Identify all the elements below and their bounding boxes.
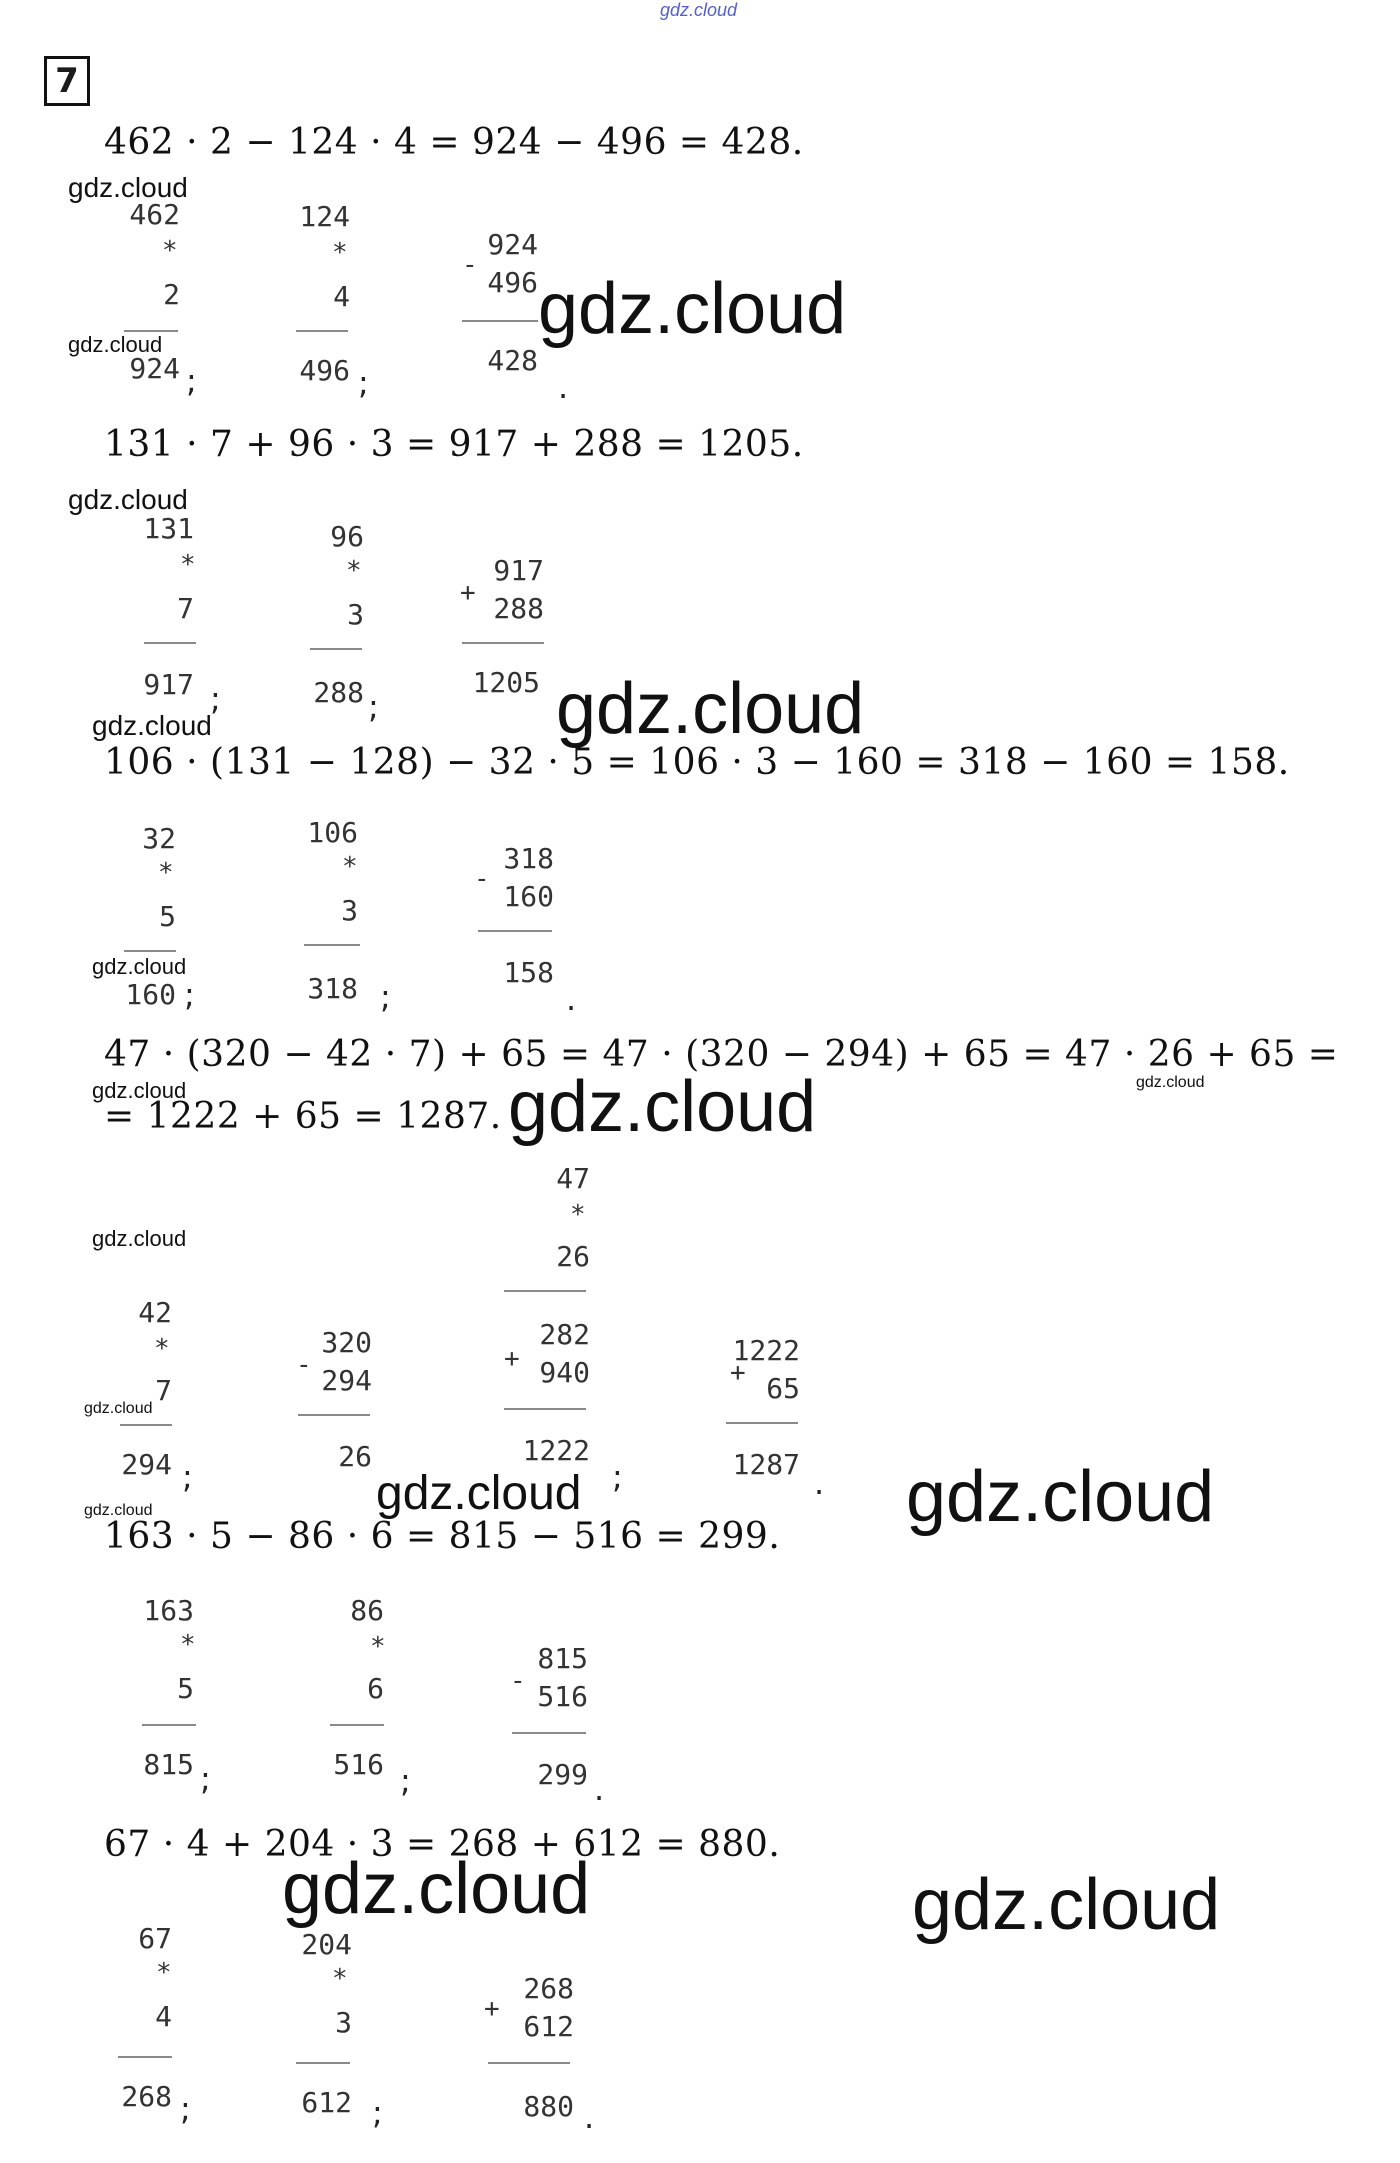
separator: ; bbox=[184, 976, 195, 1014]
equation-2: 131 · 7 + 96 · 3 = 917 + 288 = 1205. bbox=[104, 424, 804, 465]
operand: 47 bbox=[556, 1162, 590, 1195]
result: 924 bbox=[129, 352, 180, 385]
divider-line bbox=[462, 642, 544, 644]
separator: ; bbox=[358, 364, 369, 402]
result: 917 bbox=[143, 668, 194, 701]
result: 516 bbox=[333, 1748, 384, 1781]
operator: - bbox=[296, 1350, 312, 1380]
watermark: gdz.cloud bbox=[68, 172, 188, 203]
equation-5: 163 · 5 − 86 · 6 = 815 − 516 = 299. bbox=[104, 1516, 781, 1557]
result: 496 bbox=[299, 354, 350, 387]
operand: 6 bbox=[367, 1672, 384, 1705]
separator: ; bbox=[200, 1760, 211, 1798]
separator: ; bbox=[612, 1458, 623, 1496]
operand: 86 bbox=[350, 1594, 384, 1627]
operand: 42 bbox=[138, 1296, 172, 1329]
separator: ; bbox=[210, 680, 221, 718]
equation-6: 67 · 4 + 204 · 3 = 268 + 612 = 880. bbox=[104, 1824, 781, 1865]
equation-1: 462 · 2 − 124 · 4 = 924 − 496 = 428. bbox=[104, 122, 804, 163]
result: 288 bbox=[313, 676, 364, 709]
result: 160 bbox=[125, 978, 176, 1011]
separator: ; bbox=[380, 978, 391, 1016]
separator: . bbox=[558, 368, 569, 406]
equation-3: 106 · (131 − 128) − 32 · 5 = 106 · 3 − 160 = 318 − 160 = 158. bbox=[104, 742, 1290, 783]
divider-line bbox=[296, 330, 348, 332]
operand: 96 bbox=[330, 520, 364, 553]
operand: 204 bbox=[301, 1928, 352, 1961]
operand: 124 bbox=[299, 200, 350, 233]
watermark: gdz.cloud bbox=[84, 1502, 153, 1519]
operand: 268 bbox=[523, 1972, 574, 2005]
watermark: gdz.cloud bbox=[92, 1078, 187, 1103]
operator: * bbox=[158, 858, 174, 888]
operand: 1222 bbox=[732, 1334, 800, 1367]
operator: + bbox=[460, 578, 476, 608]
operand: 612 bbox=[523, 2010, 574, 2043]
divider-line bbox=[504, 1290, 586, 1292]
operand: 131 bbox=[143, 512, 194, 545]
operator: - bbox=[462, 250, 478, 280]
operator: * bbox=[570, 1200, 586, 1230]
divider-line bbox=[488, 2062, 570, 2064]
divider-line bbox=[512, 1732, 586, 1734]
operator: - bbox=[474, 864, 490, 894]
separator: ; bbox=[180, 2090, 191, 2128]
separator: ; bbox=[400, 1762, 411, 1800]
result: 268 bbox=[121, 2080, 172, 2113]
operator: * bbox=[332, 1964, 348, 1994]
result: 880 bbox=[523, 2090, 574, 2123]
result: 428 bbox=[487, 344, 538, 377]
separator: . bbox=[584, 2098, 595, 2136]
operand: 65 bbox=[766, 1372, 800, 1405]
separator: . bbox=[814, 1464, 825, 1502]
operand: 106 bbox=[307, 816, 358, 849]
result: 318 bbox=[307, 972, 358, 1005]
watermark: gdz.cloud bbox=[68, 332, 163, 357]
task-number-box: 7 bbox=[44, 56, 90, 106]
divider-line bbox=[142, 1724, 196, 1726]
operand: 516 bbox=[537, 1680, 588, 1713]
result: 294 bbox=[121, 1448, 172, 1481]
operator: * bbox=[154, 1334, 170, 1364]
operator: + bbox=[484, 1994, 500, 2024]
operand: 163 bbox=[143, 1594, 194, 1627]
operand: 7 bbox=[177, 592, 194, 625]
operand: 815 bbox=[537, 1642, 588, 1675]
divider-line bbox=[296, 2062, 350, 2064]
divider-line bbox=[304, 944, 360, 946]
partial-product: 940 bbox=[539, 1356, 590, 1389]
separator: ; bbox=[368, 688, 379, 726]
operand: 288 bbox=[493, 592, 544, 625]
divider-line bbox=[726, 1422, 798, 1424]
operator: * bbox=[162, 236, 178, 266]
watermark-large: gdz.cloud bbox=[906, 1457, 1215, 1537]
operator: * bbox=[180, 550, 196, 580]
operator: * bbox=[346, 556, 362, 586]
operator: * bbox=[370, 1632, 386, 1662]
operand: 3 bbox=[347, 598, 364, 631]
operand: 67 bbox=[138, 1922, 172, 1955]
operand: 32 bbox=[142, 822, 176, 855]
partial-product: 282 bbox=[539, 1318, 590, 1351]
separator: ; bbox=[182, 1458, 193, 1496]
watermark: gdz.cloud bbox=[92, 1226, 187, 1251]
divider-line bbox=[462, 320, 538, 322]
result: 299 bbox=[537, 1758, 588, 1791]
operand: 5 bbox=[177, 1672, 194, 1705]
operator: * bbox=[156, 1958, 172, 1988]
equation-4-continued: = 1222 + 65 = 1287. bbox=[104, 1096, 502, 1137]
divider-line bbox=[504, 1408, 586, 1410]
divider-line bbox=[118, 2056, 172, 2058]
separator: . bbox=[566, 980, 577, 1018]
operand: 2 bbox=[163, 278, 180, 311]
watermark: gdz.cloud bbox=[84, 1400, 153, 1417]
result: 1287 bbox=[732, 1448, 800, 1481]
watermark-large: gdz.cloud bbox=[556, 669, 865, 749]
watermark: gdz.cloud bbox=[92, 710, 212, 741]
operand: 917 bbox=[493, 554, 544, 587]
watermark: gdz.cloud bbox=[92, 954, 187, 979]
operator-plus: + bbox=[504, 1344, 520, 1374]
result: 815 bbox=[143, 1748, 194, 1781]
watermark-large: gdz.cloud bbox=[912, 1865, 1221, 1945]
operand: 924 bbox=[487, 228, 538, 261]
operand: 318 bbox=[503, 842, 554, 875]
divider-line bbox=[310, 648, 362, 650]
result: 158 bbox=[503, 956, 554, 989]
separator: . bbox=[594, 1770, 605, 1808]
watermark-large: gdz.cloud bbox=[538, 269, 847, 349]
operand: 462 bbox=[129, 198, 180, 231]
divider-line bbox=[330, 1724, 384, 1726]
divider-line bbox=[298, 1414, 370, 1416]
operand: 5 bbox=[159, 900, 176, 933]
result: 26 bbox=[338, 1440, 372, 1473]
operator: * bbox=[342, 852, 358, 882]
operand: 4 bbox=[333, 280, 350, 313]
operator: * bbox=[180, 1630, 196, 1660]
operand: 160 bbox=[503, 880, 554, 913]
operand: 3 bbox=[335, 2006, 352, 2039]
watermark: gdz.cloud bbox=[68, 484, 188, 515]
watermark-large: gdz.cloud bbox=[508, 1067, 817, 1147]
result: 1222 bbox=[522, 1434, 590, 1467]
divider-line bbox=[120, 1424, 172, 1426]
watermark: gdz.cloud bbox=[1136, 1074, 1205, 1091]
separator: ; bbox=[186, 362, 197, 400]
operand: 3 bbox=[341, 894, 358, 927]
separator: ; bbox=[372, 2094, 383, 2132]
operand: 7 bbox=[155, 1374, 172, 1407]
operand: 4 bbox=[155, 2000, 172, 2033]
operand: 26 bbox=[556, 1240, 590, 1273]
operator: - bbox=[510, 1666, 526, 1696]
operand: 496 bbox=[487, 266, 538, 299]
divider-line bbox=[144, 642, 196, 644]
top-watermark: gdz.cloud bbox=[660, 0, 738, 20]
operator: + bbox=[730, 1358, 746, 1388]
operand: 320 bbox=[321, 1326, 372, 1359]
operator: * bbox=[332, 238, 348, 268]
operand: 294 bbox=[321, 1364, 372, 1397]
watermark-medium: gdz.cloud bbox=[376, 1467, 582, 1520]
divider-line bbox=[124, 330, 178, 332]
result: 1205 bbox=[472, 666, 540, 699]
result: 612 bbox=[301, 2086, 352, 2119]
watermark-large: gdz.cloud bbox=[282, 1849, 591, 1929]
equation-4: 47 · (320 − 42 · 7) + 65 = 47 · (320 − 294) + 65 = 47 · 26 + 65 = bbox=[104, 1034, 1339, 1075]
divider-line bbox=[124, 950, 176, 952]
divider-line bbox=[478, 930, 552, 932]
